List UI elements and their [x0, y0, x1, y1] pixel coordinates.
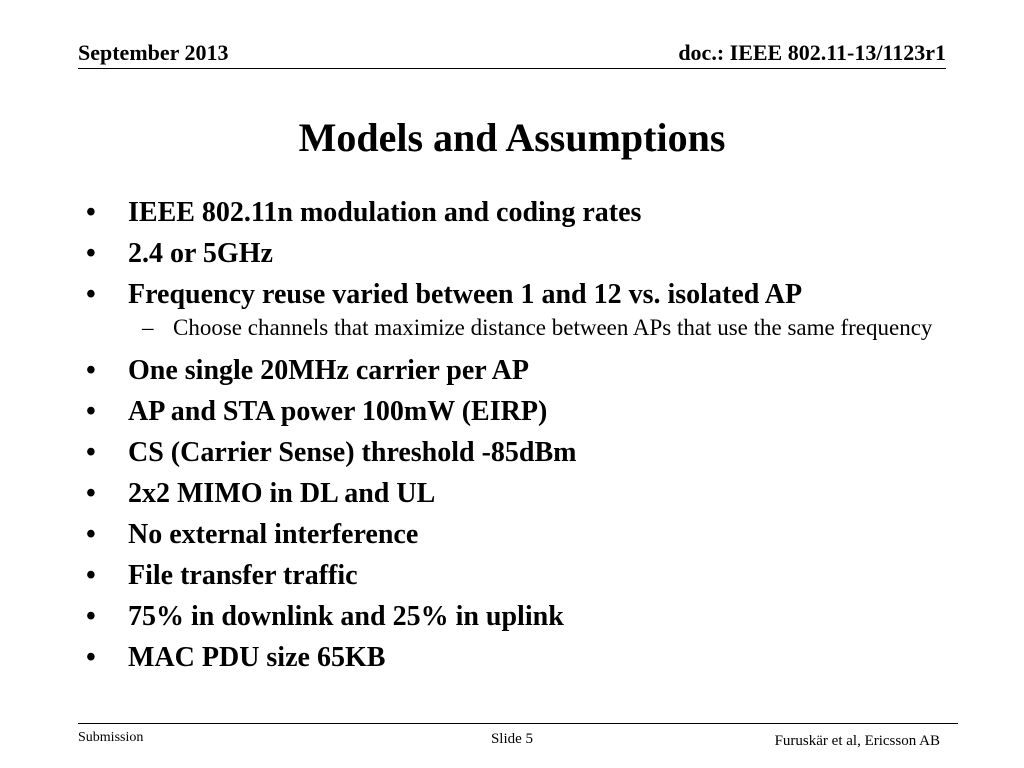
bullet-text: 75% in downlink and 25% in uplink [128, 601, 564, 632]
bullet-list [84, 195, 1004, 681]
bullet-item [84, 435, 1004, 471]
bullet-icon: • [86, 197, 96, 228]
bullet-text: One single 20MHz carrier per AP [128, 355, 529, 386]
header-doc-id: doc.: IEEE 802.11-13/1123r1 [678, 40, 946, 65]
bullet-item [84, 558, 1004, 594]
bullet-text: CS (Carrier Sense) threshold -85dBm [128, 437, 577, 468]
footer-slide-number: Slide 5 [490, 731, 534, 747]
bullet-item [84, 353, 1004, 389]
bullet-icon: • [86, 437, 96, 468]
footer-divider [78, 723, 958, 724]
sub-bullet-list [128, 315, 1004, 341]
bullet-icon: • [86, 519, 96, 550]
bullet-icon: • [86, 560, 96, 591]
bullet-item [84, 476, 1004, 512]
footer-authors: Furuskär et al, Ericsson AB [774, 733, 940, 749]
slide-title: Models and Assumptions [298, 115, 726, 160]
footer-submission: Submission [78, 730, 144, 745]
bullet-text: IEEE 802.11n modulation and coding rates [128, 197, 642, 228]
bullet-icon: • [86, 279, 96, 310]
bullet-icon: • [86, 601, 96, 632]
bullet-icon: • [86, 396, 96, 427]
bullet-text: No external interference [128, 519, 419, 550]
bullet-text: File transfer traffic [128, 560, 358, 591]
bullet-text: 2.4 or 5GHz [128, 238, 273, 269]
bullet-item [84, 195, 1004, 231]
bullet-text: AP and STA power 100mW (EIRP) [128, 396, 548, 427]
bullet-text: Frequency reuse varied between 1 and 12 vs. isolated AP [128, 279, 803, 310]
sub-bullet-item [128, 315, 1004, 341]
bullet-item [84, 277, 1004, 341]
bullet-icon: • [86, 238, 96, 269]
sub-bullet-text: Choose channels that maximize distance between APs that use the same frequency [173, 315, 933, 340]
bullet-icon: • [86, 478, 96, 509]
dash-icon: – [142, 315, 154, 340]
bullet-icon: • [86, 355, 96, 386]
header-date: September 2013 [78, 40, 229, 65]
bullet-item [84, 236, 1004, 272]
bullet-text: MAC PDU size 65KB [128, 642, 386, 673]
bullet-item [84, 599, 1004, 635]
header-divider [78, 68, 946, 69]
bullet-item [84, 517, 1004, 553]
bullet-item [84, 640, 1004, 676]
bullet-text: 2x2 MIMO in DL and UL [128, 478, 436, 509]
bullet-icon: • [86, 642, 96, 673]
bullet-item [84, 394, 1004, 430]
